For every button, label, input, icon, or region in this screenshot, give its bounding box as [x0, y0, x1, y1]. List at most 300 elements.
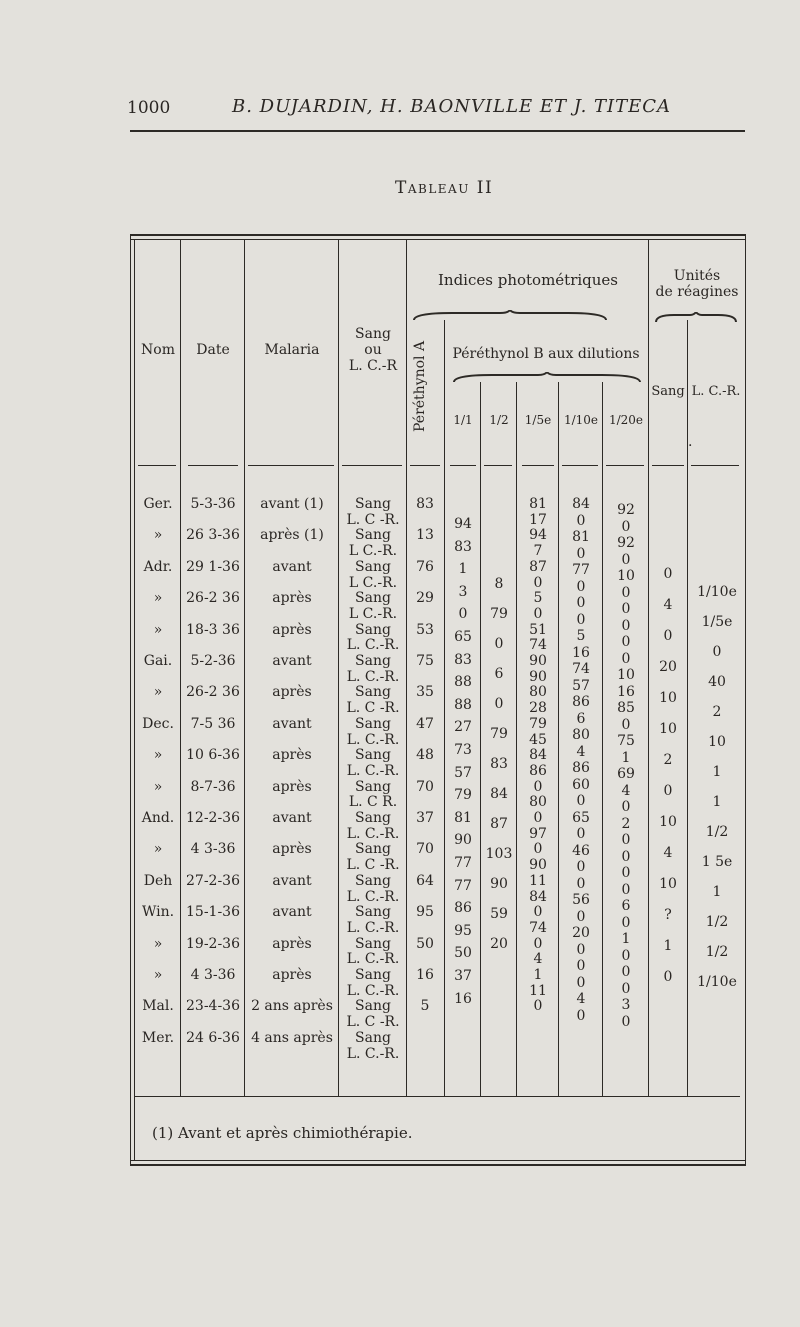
cell-dil-1-5: 0: [533, 841, 543, 858]
cell-per-a: 50: [416, 935, 434, 952]
cell-unites-sang: 0: [663, 566, 673, 582]
cell-dil-1-20: 0: [621, 964, 631, 980]
cell-fluid: Sang: [355, 747, 391, 764]
cell-nom: Win.: [141, 904, 175, 921]
cell-fluid: Sang: [355, 621, 391, 638]
cell-dil-1-5: 5: [533, 590, 543, 607]
cell-date: 15-1-36: [186, 904, 240, 921]
cell-date: 23-4-36: [186, 998, 240, 1015]
cell-fluid: L. C.-R.: [346, 919, 400, 936]
cell-nom: And.: [141, 810, 175, 826]
cell-nom: »: [153, 747, 163, 764]
cell-dil-1-10: 0: [576, 875, 586, 892]
cell-dil-1-20: 0: [621, 634, 631, 650]
cell-fluid: L. C -R.: [346, 1014, 400, 1031]
cell-unites-lcr: 1 5e: [701, 854, 733, 870]
cell-fluid: L. C R.: [348, 794, 398, 811]
cell-date: 8-7-36: [190, 778, 236, 795]
cell-nom: »: [153, 621, 163, 638]
cell-dil-1-20: 75: [617, 733, 635, 749]
cell-dil-1-1: 83: [454, 651, 472, 668]
cell-fluid: L. C -R.: [346, 511, 400, 528]
cell-dil-1-10: 80: [572, 727, 590, 743]
cell-dil-1-2: 0: [494, 696, 504, 712]
cell-fluid: L. C.-R.: [346, 1045, 400, 1062]
cell-dil-1-2: 79: [490, 606, 508, 622]
cell-nom: »: [153, 778, 163, 795]
col-rule: [558, 382, 559, 1096]
cell-fluid: Sang: [355, 872, 391, 889]
cell-dil-1-20: 2: [621, 815, 631, 832]
cell-dil-1-5: 0: [533, 605, 543, 622]
cell-unites-sang: 4: [663, 845, 673, 861]
cell-dil-1-1: 73: [454, 742, 472, 758]
cell-fluid: Sang: [355, 904, 391, 921]
hdr-dil-1-20: 1/20e: [608, 413, 644, 427]
cell-dil-1-10: 0: [576, 578, 586, 595]
cell-dil-1-5: 80: [529, 794, 547, 811]
cell-dil-1-5: 0: [533, 998, 543, 1015]
cell-date: 27-2-36: [186, 872, 240, 889]
cell-dil-1-10: 0: [576, 1007, 586, 1024]
hdr-unites: [650, 268, 744, 300]
table-top-rule: [130, 234, 746, 236]
cell-unites-sang: 0: [663, 628, 673, 644]
cell-unites-lcr: 1: [712, 794, 722, 810]
cell-dil-1-5: 87: [529, 558, 547, 575]
cell-unites-lcr: 1/2: [705, 914, 729, 930]
cell-dil-1-20: 1: [621, 749, 631, 766]
cell-fluid: L. C.-R.: [346, 982, 400, 999]
cell-malaria: avant: [272, 810, 312, 826]
cell-dil-1-5: 4: [533, 951, 543, 968]
cell-dil-1-1: 0: [458, 606, 468, 623]
cell-dil-1-1: 95: [454, 922, 472, 939]
cell-dil-1-1: 1: [458, 561, 468, 578]
cell-dil-1-20: 0: [621, 848, 631, 865]
cell-dil-1-1: 3: [458, 583, 468, 600]
cell-date: 5-3-36: [190, 496, 236, 512]
hdr-perethynol-a: Péréthynol A: [412, 340, 428, 432]
cell-nom: Deh: [143, 872, 173, 889]
hdr-malaria: Malaria: [264, 342, 320, 358]
cell-unites-sang: 10: [659, 690, 677, 706]
cell-unites-sang: 1: [663, 938, 673, 954]
cell-date: 26 3-36: [186, 527, 240, 544]
hdr-underline: [606, 465, 644, 466]
cell-fluid: L. C.-R.: [346, 731, 400, 748]
cell-dil-1-10: 0: [576, 793, 586, 809]
cell-dil-1-10: 4: [576, 743, 586, 760]
cell-dil-1-20: 0: [621, 865, 631, 881]
cell-fluid: L. C -R.: [346, 700, 400, 717]
cell-dil-1-5: 90: [529, 653, 547, 669]
col-rule: [602, 382, 603, 1096]
cell-unites-sang: 10: [659, 721, 677, 737]
cell-unites-lcr: 1/2: [705, 824, 729, 840]
cell-dil-1-1: 16: [454, 990, 472, 1007]
cell-dil-1-1: 77: [454, 855, 472, 871]
cell-dil-1-2: 0: [494, 636, 504, 652]
cell-unites-lcr: 1: [712, 884, 722, 900]
cell-unites-lcr: 10: [708, 734, 726, 750]
cell-unites-lcr: 1/5e: [701, 614, 733, 630]
cell-dil-1-5: 74: [529, 919, 547, 936]
cell-dil-1-5: 28: [529, 700, 547, 717]
cell-per-a: 16: [416, 967, 434, 983]
cell-dil-1-10: 86: [572, 694, 590, 710]
cell-malaria: 2 ans après: [251, 998, 333, 1015]
cell-per-a: 70: [416, 778, 434, 795]
footnote: (1) Avant et après chimiothérapie.: [152, 1124, 413, 1142]
cell-malaria: après: [272, 621, 312, 638]
stray-mark: .: [688, 434, 693, 450]
hdr-indices: Indices photométriques: [437, 271, 618, 289]
cell-fluid: Sang: [355, 998, 391, 1015]
cell-dil-1-1: 79: [454, 787, 472, 804]
cell-unites-sang: 20: [659, 659, 677, 675]
cell-fluid: L C.-R.: [348, 574, 398, 591]
cell-dil-1-5: 1: [533, 967, 543, 983]
col-rule: [480, 382, 481, 1096]
cell-per-a: 48: [416, 747, 434, 764]
brace-indices: [412, 310, 608, 322]
cell-dil-1-5: 0: [533, 904, 543, 921]
cell-dil-1-5: 11: [529, 982, 547, 999]
cell-dil-1-1: 37: [454, 968, 472, 984]
cell-malaria: après: [272, 841, 312, 858]
cell-fluid: L. C.-R.: [346, 668, 400, 685]
cell-dil-1-5: 86: [529, 762, 547, 779]
cell-dil-1-5: 90: [529, 668, 547, 685]
cell-dil-1-2: 20: [490, 936, 508, 952]
col-rule: [180, 240, 181, 1096]
cell-dil-1-20: 0: [621, 617, 631, 634]
cell-malaria: après: [272, 684, 312, 701]
cell-nom: »: [153, 684, 163, 701]
cell-nom: »: [153, 967, 163, 983]
cell-dil-1-10: 86: [572, 760, 590, 776]
cell-unites-lcr: 2: [712, 704, 722, 720]
cell-unites-lcr: 1/2: [705, 944, 729, 960]
cell-fluid: Sang: [355, 715, 391, 732]
cell-fluid: L C.-R.: [348, 543, 398, 560]
cell-dil-1-5: 45: [529, 731, 547, 748]
cell-dil-1-1: 57: [454, 764, 472, 781]
cell-dil-1-2: 59: [490, 906, 508, 922]
cell-fluid: L. C.-R.: [346, 825, 400, 842]
cell-malaria: 4 ans après: [251, 1029, 333, 1046]
cell-dil-1-10: 81: [572, 529, 590, 545]
cell-unites-lcr: 0: [712, 644, 722, 660]
cell-unites-sang: 0: [663, 783, 673, 799]
col-rule: [516, 382, 517, 1096]
cell-nom: Mal.: [142, 998, 174, 1015]
cell-dil-1-5: 51: [529, 621, 547, 638]
cell-dil-1-10: 77: [572, 562, 590, 578]
cell-per-a: 75: [416, 653, 434, 669]
cell-dil-1-2: 103: [485, 846, 513, 862]
cell-dil-1-10: 5: [576, 628, 586, 644]
table-left-rule-inner: [134, 239, 135, 1161]
col-rule: [244, 240, 245, 1096]
cell-per-a: 29: [416, 590, 434, 607]
cell-nom: Ger.: [143, 496, 173, 512]
cell-dil-1-1: 50: [454, 945, 472, 962]
hdr-dil-1-1: 1/1: [453, 413, 473, 427]
brace-dilutions: [452, 372, 642, 384]
cell-nom: »: [153, 935, 163, 952]
cell-dil-1-10: 84: [572, 496, 590, 512]
cell-dil-1-10: 0: [576, 611, 586, 628]
cell-dil-1-10: 0: [576, 826, 586, 842]
cell-dil-1-10: 65: [572, 809, 590, 826]
cell-dil-1-20: 0: [621, 601, 631, 617]
cell-dil-1-10: 20: [572, 925, 590, 941]
cell-malaria: après (1): [260, 527, 324, 544]
cell-fluid: Sang: [355, 653, 391, 669]
cell-dil-1-5: 74: [529, 637, 547, 654]
cell-dil-1-5: 17: [529, 511, 547, 528]
hdr-lcr-line: L. C.-R: [348, 358, 398, 374]
cell-dil-1-20: 10: [617, 667, 635, 683]
cell-dil-1-1: 86: [454, 900, 472, 917]
cell-fluid: Sang: [355, 935, 391, 952]
cell-malaria: après: [272, 778, 312, 795]
cell-unites-sang: 4: [663, 597, 673, 613]
cell-dil-1-2: 90: [490, 876, 508, 892]
cell-dil-1-20: 0: [621, 518, 631, 535]
cell-per-a: 13: [416, 527, 434, 544]
cell-dil-1-1: 81: [454, 809, 472, 826]
cell-dil-1-2: 79: [490, 726, 508, 742]
cell-unites-lcr: 1: [712, 764, 722, 780]
cell-date: 12-2-36: [186, 810, 240, 826]
cell-date: 7-5 36: [190, 715, 236, 732]
cell-dil-1-1: 90: [454, 832, 472, 849]
cell-nom: »: [153, 841, 163, 858]
cell-dil-1-5: 79: [529, 715, 547, 732]
hdr-perethynol-b: Péréthynol B aux dilutions: [452, 346, 640, 362]
cell-unites-lcr: 1/10e: [697, 974, 737, 990]
hdr-sang-line: Sang: [355, 326, 391, 342]
cell-unites-sang: 10: [659, 814, 677, 830]
cell-dil-1-20: 6: [621, 898, 631, 914]
cell-dil-1-1: 88: [454, 696, 472, 713]
col-rule: [406, 240, 407, 1096]
cell-dil-1-5: 0: [533, 778, 543, 795]
hdr-date: Date: [196, 342, 230, 358]
hdr-sang: Sang: [651, 384, 685, 399]
cell-malaria: avant (1): [260, 496, 324, 512]
cell-dil-1-5: 90: [529, 857, 547, 874]
cell-dil-1-20: 1: [621, 931, 631, 947]
cell-fluid: Sang: [355, 778, 391, 795]
cell-dil-1-1: 94: [454, 516, 472, 532]
cell-fluid: Sang: [355, 967, 391, 983]
cell-fluid: Sang: [355, 684, 391, 701]
cell-date: 5-2-36: [190, 653, 236, 669]
hdr-underline: [188, 465, 238, 466]
body-bottom-rule: [134, 1096, 740, 1097]
cell-malaria: avant: [272, 653, 312, 669]
cell-dil-1-5: 80: [529, 684, 547, 701]
cell-dil-1-10: 56: [572, 892, 590, 908]
cell-unites-sang: 2: [663, 752, 673, 768]
cell-per-a: 76: [416, 558, 434, 575]
cell-dil-1-2: 6: [494, 666, 504, 682]
col-rule: [444, 320, 445, 1096]
hdr-dil-1-10: 1/10e: [563, 413, 599, 427]
cell-dil-1-20: 10: [617, 568, 635, 584]
cell-unites-sang: ?: [664, 907, 672, 923]
cell-nom: »: [153, 527, 163, 544]
cell-malaria: avant: [272, 904, 312, 921]
hdr-sang-ou-lcr: [340, 326, 406, 374]
cell-dil-1-1: 83: [454, 538, 472, 555]
cell-dil-1-10: 0: [576, 974, 586, 991]
cell-dil-1-2: 83: [490, 756, 508, 772]
cell-dil-1-20: 0: [621, 1013, 631, 1030]
hdr-underline: [562, 465, 598, 466]
hdr-unites-line2: de réagines: [655, 284, 739, 300]
cell-fluid: Sang: [355, 810, 391, 826]
table-right-rule: [745, 234, 746, 1166]
cell-fluid: L. C.-R.: [346, 951, 400, 968]
cell-fluid: L. C.-R.: [346, 762, 400, 779]
cell-dil-1-10: 0: [576, 941, 586, 958]
col-rule: [338, 240, 339, 1096]
hdr-underline: [248, 465, 334, 466]
table-frame: [130, 234, 746, 1166]
cell-nom: Dec.: [142, 715, 174, 732]
cell-date: 4 3-36: [190, 967, 236, 983]
cell-date: 26-2 36: [186, 590, 240, 607]
cell-dil-1-10: 0: [576, 545, 586, 562]
cell-dil-1-5: 94: [529, 527, 547, 544]
cell-nom: Adr.: [143, 558, 173, 575]
cell-malaria: après: [272, 747, 312, 764]
cell-dil-1-10: 0: [576, 958, 586, 974]
cell-malaria: après: [272, 590, 312, 607]
cell-date: 26-2 36: [186, 684, 240, 701]
hdr-lcr: L. C.-R.: [691, 384, 741, 399]
cell-dil-1-5: 97: [529, 825, 547, 842]
cell-fluid: Sang: [355, 558, 391, 575]
cell-fluid: L. C.-R.: [346, 637, 400, 654]
cell-per-a: 47: [416, 715, 434, 732]
cell-dil-1-2: 84: [490, 786, 508, 802]
cell-dil-1-10: 6: [576, 710, 586, 727]
cell-malaria: après: [272, 935, 312, 952]
cell-dil-1-10: 74: [572, 661, 590, 677]
brace-unites: [654, 312, 738, 324]
cell-dil-1-10: 0: [576, 512, 586, 529]
hdr-nom: Nom: [141, 342, 175, 358]
cell-dil-1-5: 81: [529, 496, 547, 512]
cell-fluid: L C.-R.: [348, 605, 398, 622]
hdr-dil-1-2: 1/2: [489, 413, 509, 427]
table-bottom-rule-inner: [130, 1160, 746, 1161]
cell-per-a: 83: [416, 496, 434, 512]
cell-malaria: avant: [272, 715, 312, 732]
cell-dil-1-5: 0: [533, 810, 543, 826]
table-title: Tableau II: [395, 178, 494, 198]
cell-malaria: avant: [272, 558, 312, 575]
cell-dil-1-10: 60: [572, 776, 590, 793]
cell-dil-1-2: 87: [490, 816, 508, 832]
cell-dil-1-10: 46: [572, 842, 590, 859]
cell-dil-1-5: 0: [533, 574, 543, 591]
hdr-underline: [450, 465, 476, 466]
cell-per-a: 95: [416, 904, 434, 921]
cell-dil-1-1: 27: [454, 719, 472, 736]
cell-dil-1-10: 0: [576, 908, 586, 925]
cell-dil-1-5: 84: [529, 888, 547, 905]
cell-dil-1-10: 4: [576, 991, 586, 1007]
cell-dil-1-20: 0: [621, 584, 631, 601]
cell-nom: »: [153, 590, 163, 607]
cell-dil-1-20: 3: [621, 997, 631, 1013]
cell-per-a: 37: [416, 810, 434, 826]
cell-dil-1-10: 0: [576, 859, 586, 875]
cell-dil-1-20: 92: [617, 502, 635, 518]
cell-dil-1-5: 0: [533, 935, 543, 952]
cell-per-a: 5: [420, 998, 430, 1015]
cell-dil-1-20: 0: [621, 551, 631, 568]
cell-date: 24 6-36: [186, 1029, 240, 1046]
cell-dil-1-5: 7: [533, 543, 543, 560]
hdr-underline: [691, 465, 739, 466]
cell-unites-sang: 10: [659, 876, 677, 892]
cell-date: 10 6-36: [186, 747, 240, 764]
cell-dil-1-20: 85: [617, 700, 635, 716]
cell-per-a: 53: [416, 621, 434, 638]
cell-dil-1-10: 0: [576, 595, 586, 611]
cell-fluid: Sang: [355, 1029, 391, 1046]
cell-dil-1-20: 69: [617, 766, 635, 782]
col-rule: [648, 240, 649, 1096]
cell-fluid: Sang: [355, 590, 391, 607]
table-top-rule-inner: [130, 239, 746, 240]
cell-unites-lcr: 1/10e: [697, 584, 737, 600]
cell-dil-1-20: 0: [621, 914, 631, 931]
hdr-ou-line: ou: [364, 342, 382, 358]
hdr-underline: [522, 465, 554, 466]
cell-dil-1-10: 57: [572, 677, 590, 694]
cell-nom: Gai.: [143, 653, 173, 669]
cell-dil-1-20: 4: [621, 782, 631, 799]
cell-dil-1-20: 0: [621, 980, 631, 997]
hdr-unites-line1: Unités: [673, 268, 721, 284]
cell-fluid: Sang: [355, 527, 391, 544]
cell-dil-1-20: 0: [621, 650, 631, 667]
cell-dil-1-20: 0: [621, 716, 631, 733]
cell-date: 29 1-36: [186, 558, 240, 575]
cell-nom: Mer.: [141, 1029, 175, 1046]
cell-malaria: après: [272, 967, 312, 983]
hdr-underline: [410, 465, 440, 466]
cell-dil-1-5: 11: [529, 872, 547, 889]
cell-per-a: 35: [416, 684, 434, 701]
hdr-dil-1-5: 1/5e: [524, 413, 552, 427]
cell-fluid: Sang: [355, 496, 391, 512]
cell-dil-1-20: 0: [621, 881, 631, 898]
table-left-rule: [130, 234, 131, 1166]
cell-per-a: 64: [416, 872, 434, 889]
cell-fluid: L. C.-R.: [346, 888, 400, 905]
hdr-underline: [652, 465, 684, 466]
